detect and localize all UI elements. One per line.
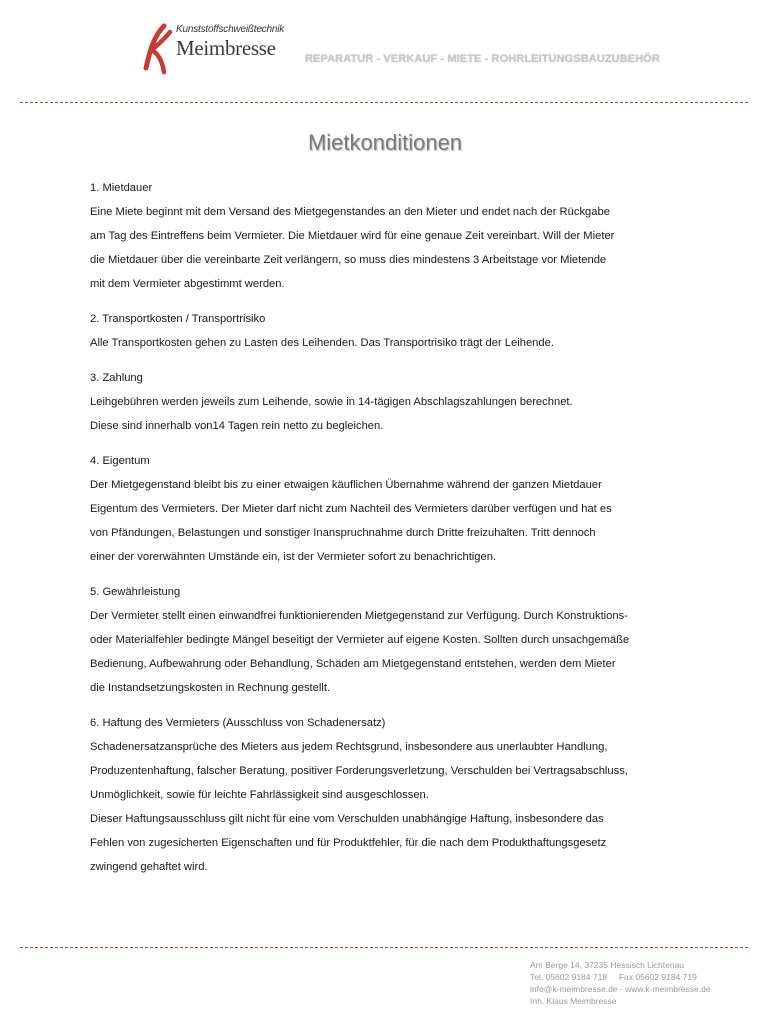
paragraph-line: Eine Miete beginnt mit dem Versand des Mietgegenstandes an den Mieter und endet nach der Rückgabe — [90, 206, 610, 218]
page-header — [0, 0, 770, 100]
paragraph-line: Der Mietgegenstand bleibt bis zu einer etwaigen käuflichen Übernahme während der ganzen Mietdauer — [90, 479, 602, 491]
logo-name: Meimbresse — [176, 36, 276, 60]
paragraph-line: von Pfändungen, Belastungen und sonstiger Inanspruchnahme durch Dritte freizuhalten. Tritt dennoch — [90, 527, 596, 539]
page-title: Mietkonditionen — [307, 130, 463, 155]
logo-subtitle: Kunststoffschweißtechnik — [176, 24, 285, 35]
bottom-divider — [20, 947, 748, 948]
section-heading: 1. Mietdauer — [90, 182, 153, 194]
company-logo — [140, 20, 290, 80]
paragraph-line: die Instandsetzungskosten in Rechnung gestellt. — [90, 682, 331, 694]
paragraph-line: Eigentum des Vermieters. Der Mieter darf nicht zum Nachteil des Vermieters darüber verfügen und hat es — [90, 503, 612, 515]
paragraph-line: am Tag des Eintreffens beim Vermieter. Die Mietdauer wird für eine genaue Zeit vereinbart. Will der Mieter — [90, 230, 615, 242]
section-gewaehrleistung — [90, 580, 690, 700]
footer-owner: Inh. Klaus Meimbresse — [530, 996, 617, 1006]
section-heading: 3. Zahlung — [90, 372, 143, 384]
paragraph-line: mit dem Vermieter abgestimmt werden. — [90, 278, 285, 290]
page-footer — [530, 959, 711, 1007]
section-heading: 5. Gewährleistung — [90, 586, 181, 598]
paragraph-line: Der Vermieter stellt einen einwandfrei funktionierenden Mietgegenstand zur Verfügung. Durch Konstruktions- — [90, 610, 628, 622]
section-eigentum — [90, 449, 690, 569]
document-body — [90, 176, 690, 890]
section-zahlung — [90, 366, 690, 438]
section-haftung — [90, 711, 690, 879]
paragraph-line: Unmöglichkeit, sowie für leichte Fahrlässigkeit sind ausgeschlossen. — [90, 789, 429, 801]
section-heading: 6. Haftung des Vermieters (Ausschluss von Schadenersatz) — [90, 717, 386, 729]
paragraph-line: einer der vorerwähnten Umstände ein, ist der Vermieter sofort zu benachrichtigen. — [90, 551, 497, 563]
paragraph-line: Produzentenhaftung, falscher Beratung, positiver Forderungsverletzung, Verschulden bei Vertragsabschluss, — [90, 765, 628, 777]
paragraph-line: zwingend gehaftet wird. — [90, 861, 208, 873]
paragraph-line: Schadenersatzansprüche des Mieters aus jedem Rechtsgrund, insbesondere aus unerlaubter Handlung, — [90, 741, 608, 753]
paragraph-line: oder Materialfehler bedingte Mängel beseitigt der Vermieter auf eigene Kosten. Sollten durch unsachgemäße — [90, 634, 630, 646]
section-heading: 2. Transportkosten / Transportrisiko — [90, 313, 266, 325]
paragraph-line: Leihgebühren werden jeweils zum Leihende, sowie in 14-tägigen Abschlagszahlungen berechnet. — [90, 396, 573, 408]
header-tagline: REPARATUR - VERKAUF - MIETE - ROHRLEITUNGSBAUZUBEHÖR — [305, 53, 660, 65]
footer-web: info@k-meimbresse.de - www.k-meimbresse.de — [530, 984, 711, 994]
footer-phone-fax: Tel. 05602 9184 718 Fax 05602 9184 719 — [530, 972, 697, 982]
paragraph-line: Dieser Haftungsausschluss gilt nicht für eine vom Verschulden unabhängige Haftung, insbesondere das — [90, 813, 604, 825]
footer-address: Am Berge 14, 37235 Hessisch Lichtenau — [530, 960, 685, 970]
paragraph-line: Diese sind innerhalb von14 Tagen rein netto zu begleichen. — [90, 420, 384, 432]
paragraph-line: Alle Transportkosten gehen zu Lasten des Leihenden. Das Transportrisiko trägt der Leihende. — [90, 337, 554, 349]
paragraph-line: die Mietdauer über die vereinbarte Zeit verlängern, so muss dies mindestens 3 Arbeitstage vor Mietende — [90, 254, 607, 266]
section-mietdauer — [90, 176, 690, 296]
paragraph-line: Fehlen von zugesicherten Eigenschaften und für Produktfehler, für die nach dem Produkthaftungsgesetz — [90, 837, 607, 849]
section-heading: 4. Eigentum — [90, 455, 150, 467]
paragraph-line: Bedienung, Aufbewahrung oder Behandlung, Schäden am Mietgegenstand entstehen, werden dem Mieter — [90, 658, 616, 670]
top-divider — [20, 102, 748, 103]
section-transport — [90, 307, 690, 355]
